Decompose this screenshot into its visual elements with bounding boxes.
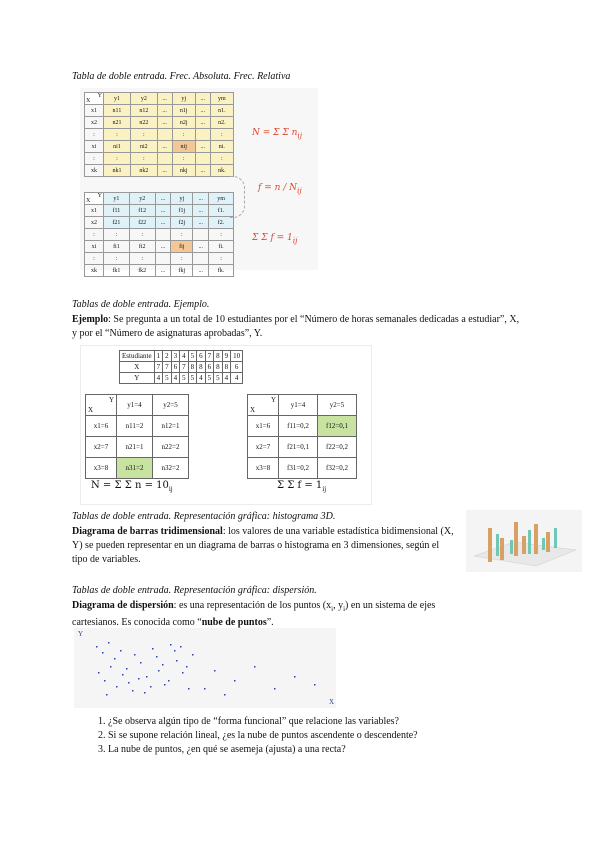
- example-rel-cell: x3=8: [248, 458, 279, 479]
- abs-cell: ni.: [210, 141, 233, 153]
- example-abs-cell: n11=2: [117, 416, 153, 437]
- example-abs-cell: n22=2: [153, 437, 189, 458]
- example-rel-cell: x2=7: [248, 437, 279, 458]
- rel-cell: :: [129, 229, 155, 241]
- abs-cell: nk.: [210, 165, 233, 177]
- abs-cell: n21: [104, 117, 131, 129]
- example-rel-table: [247, 394, 357, 479]
- abs-cell: n22: [130, 117, 157, 129]
- ejemplo-figure: [80, 345, 372, 505]
- abs-cell: ni1: [104, 141, 131, 153]
- rel-cell: fk1: [104, 265, 130, 277]
- abs-cell-highlight: nij: [172, 141, 195, 153]
- rel-cell: f11: [104, 205, 130, 217]
- abs-cell: ...: [195, 117, 210, 129]
- rel-head-cell: ym: [209, 193, 234, 205]
- rel-cell: :: [209, 229, 234, 241]
- rel-cell: f12: [129, 205, 155, 217]
- students-head: 10: [231, 351, 243, 362]
- abs-cell: ...: [157, 117, 172, 129]
- rel-cell: [155, 229, 171, 241]
- bar-3d: [488, 528, 492, 562]
- students-head: Estudiante: [120, 351, 155, 362]
- formula-f: $f = n / N_{ij}$: [258, 183, 302, 195]
- abs-head-cell: y1: [104, 93, 131, 105]
- students-cell: 7: [180, 362, 189, 373]
- students-head: 4: [180, 351, 189, 362]
- abs-cell: [157, 129, 172, 141]
- example-abs-cell: n21=1: [117, 437, 153, 458]
- students-cell: 4: [154, 373, 163, 384]
- abs-cell: :: [130, 129, 157, 141]
- students-cell: 5: [214, 373, 223, 384]
- rel-head-cell: ...: [155, 193, 171, 205]
- example-abs-cell-highlight: n31=2: [117, 458, 153, 479]
- rel-cell: x1: [85, 205, 104, 217]
- questions-list: [78, 715, 548, 757]
- example-abs-table: [85, 394, 189, 479]
- example-abs-corner: Y X: [86, 395, 117, 416]
- example-abs-cell: n32=2: [153, 458, 189, 479]
- students-head: 2: [163, 351, 172, 362]
- rel-cell: ...: [155, 265, 171, 277]
- abs-cell: n1j: [172, 105, 195, 117]
- bar-3d: [496, 534, 499, 556]
- rel-head-cell: yj: [171, 193, 193, 205]
- rel-cell: ...: [193, 217, 209, 229]
- abs-cell: n1.: [210, 105, 233, 117]
- histogram-3d-figure: [466, 510, 582, 572]
- formula-sum: Σ Σ $f = 1_{ij}$: [252, 233, 298, 245]
- bar-3d: [542, 538, 545, 550]
- connector-arc: [230, 176, 245, 218]
- students-cell: 8: [197, 362, 206, 373]
- bar-3d: [522, 536, 526, 554]
- example-abs-cell: x1=6: [86, 416, 117, 437]
- students-cell: 8: [188, 362, 197, 373]
- rel-cell: f22: [129, 217, 155, 229]
- abs-cell: ...: [157, 105, 172, 117]
- scatter-axis-y: Y: [78, 630, 84, 638]
- bar-3d: [514, 522, 518, 556]
- rel-cell: [155, 253, 171, 265]
- abs-head-cell: ...: [195, 93, 210, 105]
- rel-freq-table: [84, 192, 234, 277]
- rel-cell: fi.: [209, 241, 234, 253]
- scatter-axis-x: X: [328, 698, 334, 706]
- rel-head-cell: y1: [104, 193, 130, 205]
- abs-freq-table: [84, 92, 234, 177]
- abs-cell: :: [210, 129, 233, 141]
- students-cell: 6: [231, 362, 243, 373]
- histograma-paragraph: Diagrama de barras tridimensional: los valores de una variable estadística bidimensional (X, Y) se pueden representar en un diagrama de barras o histograma en 3 dimensiones, según el tipo de variables.: [72, 526, 454, 565]
- students-cell: 7: [163, 362, 172, 373]
- students-table: [119, 350, 243, 384]
- students-cell: Y: [120, 373, 155, 384]
- example-rel-corner: Y X: [248, 395, 279, 416]
- students-head: 9: [222, 351, 231, 362]
- formula-N: N = Σ Σ $n_{ij}$: [252, 128, 303, 140]
- rel-corner: Y X: [86, 193, 102, 204]
- abs-cell: nkj: [172, 165, 195, 177]
- bar-3d: [534, 524, 538, 554]
- students-cell: 5: [205, 373, 214, 384]
- students-head: 6: [197, 351, 206, 362]
- abs-cell: n11: [104, 105, 131, 117]
- students-head: 7: [205, 351, 214, 362]
- rel-cell: ...: [155, 217, 171, 229]
- rel-cell: fkj: [171, 265, 193, 277]
- rel-cell: :: [129, 253, 155, 265]
- scatter-points: [74, 628, 336, 708]
- abs-cell: :: [130, 153, 157, 165]
- abs-cell: ...: [195, 165, 210, 177]
- abs-cell: n12: [130, 105, 157, 117]
- bar-3d: [546, 532, 550, 552]
- example-abs-cell: x3=8: [86, 458, 117, 479]
- example-abs-head: y2=5: [153, 395, 189, 416]
- students-head: 8: [214, 351, 223, 362]
- rel-cell: :: [171, 253, 193, 265]
- example-rel-cell: f32=0,2: [318, 458, 357, 479]
- rel-cell: fk2: [129, 265, 155, 277]
- students-cell: 4: [197, 373, 206, 384]
- abs-head-cell: y2: [130, 93, 157, 105]
- abs-cell: :: [210, 153, 233, 165]
- abs-cell: x2: [85, 117, 104, 129]
- abs-cell: n2j: [172, 117, 195, 129]
- rel-cell: f1j: [171, 205, 193, 217]
- students-head: 1: [154, 351, 163, 362]
- example-rel-cell: f21=0,1: [279, 437, 318, 458]
- abs-head-cell: ...: [157, 93, 172, 105]
- rel-cell-highlight: fij: [171, 241, 193, 253]
- example-rel-cell: f31=0,2: [279, 458, 318, 479]
- abs-cell: :: [85, 153, 104, 165]
- abs-cell: xk: [85, 165, 104, 177]
- abs-cell: x1: [85, 105, 104, 117]
- students-cell: 4: [222, 373, 231, 384]
- students-cell: 6: [171, 362, 180, 373]
- students-cell: 8: [214, 362, 223, 373]
- students-head: 3: [171, 351, 180, 362]
- bar-3d: [500, 538, 504, 560]
- rel-cell: ...: [193, 205, 209, 217]
- rel-cell: xi: [85, 241, 104, 253]
- students-cell: 4: [171, 373, 180, 384]
- abs-cell: ...: [195, 105, 210, 117]
- abs-cell: :: [104, 129, 131, 141]
- question-item: 1. ¿Se observa algún tipo de “forma funcional” que relacione las variables?: [108, 715, 548, 729]
- example-abs-cell: x2=7: [86, 437, 117, 458]
- question-item: 2. Si se supone relación lineal, ¿es la nube de puntos ascendente o descendente?: [108, 729, 548, 743]
- example-abs-cell: n12=1: [153, 416, 189, 437]
- rel-cell: f2j: [171, 217, 193, 229]
- bar-3d: [554, 528, 557, 548]
- rel-cell: ...: [155, 241, 171, 253]
- abs-cell: xi: [85, 141, 104, 153]
- abs-cell: ni2: [130, 141, 157, 153]
- abs-cell: [157, 153, 172, 165]
- rel-cell: x2: [85, 217, 104, 229]
- abs-cell: [195, 129, 210, 141]
- abs-cell: :: [85, 129, 104, 141]
- rel-cell: ...: [193, 265, 209, 277]
- bar-3d: [510, 540, 513, 554]
- rel-cell: :: [104, 229, 130, 241]
- rel-cell: [193, 253, 209, 265]
- rel-cell: fi1: [104, 241, 130, 253]
- rel-cell: :: [171, 229, 193, 241]
- abs-cell: :: [104, 153, 131, 165]
- rel-cell: fi2: [129, 241, 155, 253]
- rel-cell: ...: [193, 241, 209, 253]
- abs-cell: nk1: [104, 165, 131, 177]
- abs-cell: [195, 153, 210, 165]
- question-item: 3. La nube de puntos, ¿en qué se asemeja (ajusta) a una recta?: [108, 743, 548, 757]
- students-cell: 5: [163, 373, 172, 384]
- students-cell: 5: [188, 373, 197, 384]
- abs-cell: ...: [157, 165, 172, 177]
- abs-corner: Y X: [86, 93, 102, 104]
- rel-cell: ...: [155, 205, 171, 217]
- abs-head-cell: ym: [210, 93, 233, 105]
- formula-total-N: N = Σ Σ $n = 10_{ij}$: [91, 480, 173, 493]
- frec-tables-figure: [80, 88, 318, 274]
- rel-cell: f2.: [209, 217, 234, 229]
- abs-cell: :: [172, 153, 195, 165]
- bar-3d: [528, 530, 531, 554]
- rel-cell: [193, 229, 209, 241]
- example-rel-head: y1=4: [279, 395, 318, 416]
- ejemplo-paragraph: Ejemplo: Se pregunta a un total de 10 estudiantes por el “Número de horas semanales dedicadas a estudiar”, X, y por el “Número de asignaturas aprobadas”, Y.: [72, 314, 520, 339]
- abs-cell: n2.: [210, 117, 233, 129]
- caption-frec-tables: Tabla de doble entrada. Frec. Absoluta. Frec. Relativa: [72, 71, 291, 82]
- rel-cell: fk.: [209, 265, 234, 277]
- rel-cell: :: [85, 253, 104, 265]
- abs-cell: ...: [195, 141, 210, 153]
- students-cell: 6: [205, 362, 214, 373]
- rel-cell: :: [85, 229, 104, 241]
- example-rel-cell: x1=6: [248, 416, 279, 437]
- abs-cell: nk2: [130, 165, 157, 177]
- example-abs-head: y1=4: [117, 395, 153, 416]
- students-cell: 7: [154, 362, 163, 373]
- rel-head-cell: ...: [193, 193, 209, 205]
- scatter-plot: [74, 628, 336, 708]
- students-cell: 8: [222, 362, 231, 373]
- rel-cell: f21: [104, 217, 130, 229]
- example-rel-cell-highlight: f12=0,1: [318, 416, 357, 437]
- abs-cell: :: [172, 129, 195, 141]
- caption-ejemplo: Tablas de doble entrada. Ejemplo.: [72, 299, 210, 310]
- students-head: 5: [188, 351, 197, 362]
- dispersion-paragraph: Diagrama de dispersión: es una representación de los puntos ($x_i$, $y_i$) en un sistema de ejes cartesianos. Es conocida como “nube de puntos”.: [72, 600, 436, 628]
- rel-cell: f1.: [209, 205, 234, 217]
- students-cell: 4: [231, 373, 243, 384]
- rel-cell: :: [104, 253, 130, 265]
- abs-head-cell: yj: [172, 93, 195, 105]
- example-rel-cell: f22=0,2: [318, 437, 357, 458]
- rel-cell: :: [209, 253, 234, 265]
- caption-dispersion: Tablas de doble entrada. Representación gráfica: dispersión.: [72, 585, 317, 596]
- formula-total-f: Σ Σ $f = 1_{ij}$: [277, 480, 327, 493]
- abs-cell: ...: [157, 141, 172, 153]
- rel-cell: xk: [85, 265, 104, 277]
- students-cell: X: [120, 362, 155, 373]
- example-rel-cell: f11=0,2: [279, 416, 318, 437]
- rel-head-cell: y2: [129, 193, 155, 205]
- students-cell: 5: [180, 373, 189, 384]
- caption-histograma: Tablas de doble entrada. Representación gráfica: histograma 3D.: [72, 511, 336, 522]
- example-rel-head: y2=5: [318, 395, 357, 416]
